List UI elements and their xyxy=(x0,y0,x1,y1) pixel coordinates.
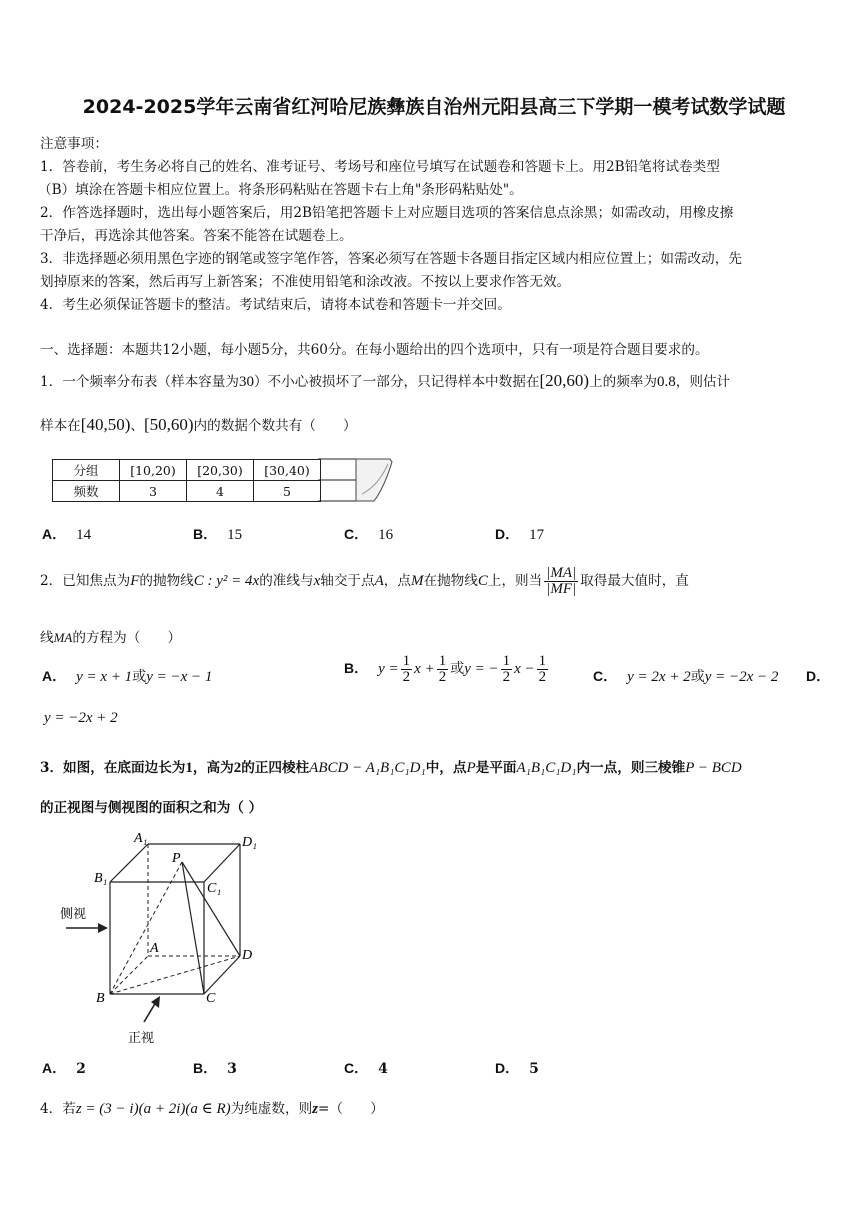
q2-math: A xyxy=(374,573,384,589)
prism-figure xyxy=(52,826,272,1048)
fraction-denominator: 2 xyxy=(438,668,447,685)
q2-text: 的抛物线 xyxy=(139,573,194,589)
fraction-numerator: 1 xyxy=(502,652,511,669)
edge-cd xyxy=(204,956,240,994)
q3-option-c[interactable] xyxy=(344,1058,388,1078)
section-heading: 一、选择题：本题共12小题，每小题5分，共60分。在每小题给出的四个选项中，只有一项是符合题目要求的。 xyxy=(40,342,709,358)
option-text: 或 xyxy=(690,669,705,685)
q3-math: P xyxy=(466,760,476,776)
frequency-table xyxy=(52,459,321,502)
label-d: D xyxy=(242,948,253,963)
option-value: x − xyxy=(514,661,535,677)
q1-interval-1: [40,50) xyxy=(80,415,131,434)
page-title: 2024-2025学年云南省红河哈尼族彝族自治州元阳县高三下学期一模考试数学试题 xyxy=(82,96,786,118)
q1-text: 内的数据个数共有（ ） xyxy=(193,418,357,434)
fraction-denominator: 2 xyxy=(502,668,511,685)
front-view-arrow xyxy=(144,1002,156,1022)
option-value: y = −x − 1 xyxy=(146,669,213,685)
table-cell: 频数 xyxy=(53,481,120,502)
side-view-label: 侧视 xyxy=(60,907,87,922)
edge-pd xyxy=(182,862,240,956)
q1-interval: [20,60) xyxy=(539,371,590,390)
q3-option-d[interactable] xyxy=(495,1058,539,1078)
q1-sample-size: 30 xyxy=(238,374,254,390)
notice-line: 干净后，再选涂其他答案。答案不能答在试题卷上。 xyxy=(40,228,353,244)
q2-option-b[interactable] xyxy=(344,653,550,685)
q1-option-d[interactable] xyxy=(495,524,544,544)
fraction-denominator: 2 xyxy=(402,668,411,685)
table-row xyxy=(53,481,321,502)
q2-text: 2．已知焦点为 xyxy=(40,573,131,589)
option-value: 3 xyxy=(227,1061,237,1077)
torn-corner xyxy=(356,459,392,501)
q2-text: ，点 xyxy=(383,573,411,589)
q2-parabola: C : y² = 4x xyxy=(193,573,260,589)
q1-option-c[interactable] xyxy=(344,524,393,544)
q3-text: 内一点，则三棱锥 xyxy=(576,760,686,776)
option-label: A． xyxy=(42,526,67,542)
fraction xyxy=(401,654,413,685)
q2-option-a[interactable] xyxy=(42,666,212,686)
q4-text: =（ ） xyxy=(318,1101,384,1117)
q1-interval-2: [50,60) xyxy=(143,415,194,434)
q4-math: z xyxy=(312,1101,319,1117)
q3-text: 3．如图，在底面边长为 xyxy=(40,760,186,776)
label-b: B xyxy=(96,991,105,1006)
option-value: y = xyxy=(378,661,399,677)
q1-frequency: 0.8 xyxy=(656,374,676,390)
q1-text: ，则估计 xyxy=(675,374,731,390)
option-value: y = 2x + 2 xyxy=(627,669,691,685)
q3-option-a[interactable] xyxy=(42,1058,86,1078)
option-value: 14 xyxy=(76,527,92,543)
option-label: C． xyxy=(344,1060,369,1076)
q3-pyramid: P − BCD xyxy=(685,760,742,776)
fraction xyxy=(501,654,513,685)
edge-c1d1 xyxy=(204,844,240,882)
question-1-line-1 xyxy=(40,370,830,391)
q1-option-b[interactable] xyxy=(193,524,242,544)
option-value: y = −2x − 2 xyxy=(704,669,779,685)
q4-text: 为纯虚数，则 xyxy=(230,1101,313,1117)
q4-text: 4．若 xyxy=(40,1101,76,1117)
edge-b1a1 xyxy=(110,844,148,882)
q3-text: 的正四棱柱 xyxy=(241,760,310,776)
q3-option-b[interactable] xyxy=(193,1058,237,1078)
option-value: 2 xyxy=(76,1061,86,1077)
question-2-line-1 xyxy=(40,566,830,597)
option-label: D． xyxy=(495,1060,520,1076)
q2-option-d[interactable] xyxy=(806,666,840,686)
notice-line: 3．非选择题必须用黑色字迹的钢笔或签字笔作答，答案必须写在答题卡各题目指定区域内相应位置上；如需改动，先 xyxy=(40,251,742,267)
table-cell: [20,30) xyxy=(187,460,254,481)
table-row xyxy=(53,460,321,481)
q3-text: ，高为 xyxy=(192,760,234,776)
option-label: B． xyxy=(344,660,369,676)
option-text: 或 xyxy=(132,669,147,685)
q2-math: MA xyxy=(53,630,73,645)
q3-math: 2 xyxy=(233,760,242,776)
notice-heading: 注意事项： xyxy=(40,136,108,152)
fraction xyxy=(437,654,449,685)
q2-text: 的准线与 xyxy=(259,573,314,589)
front-view-arrowhead xyxy=(151,996,160,1008)
q2-option-c[interactable] xyxy=(593,666,778,686)
option-value: x + xyxy=(414,661,435,677)
fraction-numerator: |MA| xyxy=(546,565,577,581)
q3-text: 是平面 xyxy=(475,760,517,776)
q2-text: 轴交于点 xyxy=(320,573,375,589)
option-value: 15 xyxy=(227,527,243,543)
option-value: y = x + 1 xyxy=(76,669,133,685)
option-label: A． xyxy=(42,1060,67,1076)
q3-plane: A₁B₁C₁D₁ xyxy=(516,760,577,776)
table-cell: 4 xyxy=(187,481,254,502)
q2-text: 取得最大值时，直 xyxy=(580,573,689,589)
label-p: P xyxy=(172,851,181,866)
table-cell: 分组 xyxy=(53,460,120,481)
label-c1: C₁ xyxy=(207,881,222,896)
option-label: A． xyxy=(42,668,67,684)
label-d1: D₁ xyxy=(242,835,257,850)
edge-bd-hidden xyxy=(110,956,240,994)
q1-option-a[interactable] xyxy=(42,524,91,544)
fraction-numerator: 1 xyxy=(538,652,547,669)
notice-line: 划掉原来的答案，然后再写上新答案；不准使用铅笔和涂改液。不按以上要求作答无效。 xyxy=(40,274,571,290)
label-b1: B₁ xyxy=(94,871,108,886)
q2-text: 在抛物线 xyxy=(423,573,478,589)
option-label: B． xyxy=(193,526,218,542)
option-label: B． xyxy=(193,1060,218,1076)
option-label: C． xyxy=(593,668,618,684)
q2-math: x xyxy=(313,573,321,589)
torn-table-edge xyxy=(318,458,396,504)
question-3-line-2: 的正视图与侧视图的面积之和为（ ） xyxy=(40,800,263,816)
q2-math: C xyxy=(477,573,488,589)
fraction xyxy=(537,654,549,685)
q1-text: ）不小心被损坏了一部分，只记得样本中数据在 xyxy=(253,374,540,390)
q3-text: 中，点 xyxy=(425,760,467,776)
q2-option-d-value[interactable] xyxy=(44,710,118,727)
fraction-denominator: |MF| xyxy=(546,581,577,597)
label-a: A xyxy=(150,941,159,956)
question-1-line-2 xyxy=(40,414,830,435)
table-cell: 5 xyxy=(254,481,321,502)
fraction-denominator: 2 xyxy=(538,668,547,685)
option-value: 16 xyxy=(378,527,394,543)
notice-line: 4．考生必须保证答题卡的整洁。考试结束后，请将本试卷和答题卡一并交回。 xyxy=(40,297,511,313)
notice-line: （B）填涂在答题卡相应位置上。将条形码粘贴在答题卡右上角"条形码粘贴处"。 xyxy=(38,182,523,198)
question-4-line-1 xyxy=(40,1097,830,1118)
q1-text: 1．一个频率分布表（样本容量为 xyxy=(40,374,239,390)
label-c: C xyxy=(206,991,216,1006)
front-view-label: 正视 xyxy=(128,1031,155,1046)
q2-text: 上，则当 xyxy=(487,573,543,589)
option-label: D． xyxy=(495,526,520,542)
fraction-numerator: 1 xyxy=(402,652,411,669)
label-a1: A₁ xyxy=(134,831,148,846)
question-2-line-2 xyxy=(40,626,830,646)
q3-prism: ABCD − A₁B₁C₁D₁ xyxy=(309,760,426,776)
option-value: 5 xyxy=(529,1061,539,1077)
q2-math: M xyxy=(410,573,424,589)
q1-text: 样本在 xyxy=(40,418,81,434)
option-value: 4 xyxy=(378,1061,388,1077)
option-text: 或 xyxy=(450,661,465,677)
q1-text: 、 xyxy=(130,418,144,434)
option-label: D． xyxy=(806,668,831,684)
q1-text: 上的频率为 xyxy=(589,374,657,390)
option-value: y = −2x + 2 xyxy=(44,710,118,726)
q2-text: 线 xyxy=(40,630,54,646)
side-view-arrowhead xyxy=(98,923,108,933)
notice-line: 1．答卷前，考生务必将自己的姓名、准考证号、考场号和座位号填写在试题卷和答题卡上。用2B铅笔将试卷类型 xyxy=(40,159,720,175)
q3-math: 1 xyxy=(185,760,193,776)
option-label: C． xyxy=(344,526,369,542)
q4-expression: z = (3 − i)(a + 2i)(a ∈ R) xyxy=(75,1101,231,1117)
question-3-line-1 xyxy=(40,756,830,777)
table-cell: 3 xyxy=(120,481,187,502)
option-value: 17 xyxy=(529,527,545,543)
fraction-numerator: 1 xyxy=(438,652,447,669)
q2-math: F xyxy=(130,573,140,589)
q2-text: 的方程为（ ） xyxy=(72,630,182,646)
edge-ba-hidden xyxy=(110,956,148,994)
table-cell: [10,20) xyxy=(120,460,187,481)
notice-line: 2．作答选择题时，选出每小题答案后，用2B铅笔把答题卡上对应题目选项的答案信息点涂黑；如需改动，用橡皮擦 xyxy=(40,205,734,221)
option-value: y = − xyxy=(464,661,499,677)
q2-ratio-fraction xyxy=(544,566,578,597)
table-cell: [30,40) xyxy=(254,460,321,481)
